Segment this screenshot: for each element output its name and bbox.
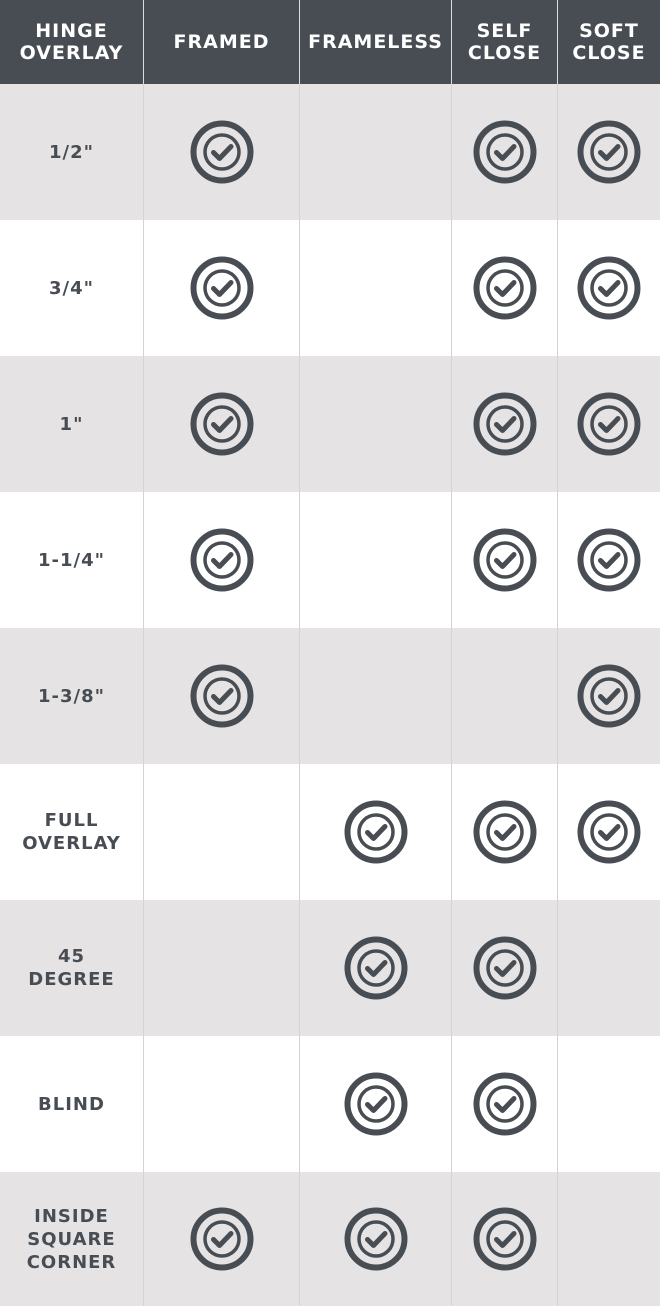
check-circle-icon — [343, 935, 409, 1001]
table-body — [0, 84, 660, 1306]
cell-frameless — [300, 628, 452, 764]
cell-framed — [144, 492, 300, 628]
cell-frameless — [300, 1172, 452, 1306]
row-label: 45 DEGREE — [0, 900, 144, 1036]
table-row — [0, 1172, 660, 1306]
cell-framed — [144, 1036, 300, 1172]
cell-self-close — [452, 84, 558, 220]
table-row — [0, 492, 660, 628]
cell-soft-close — [558, 356, 660, 492]
header-self-close: SELF CLOSE — [452, 0, 558, 84]
table-row — [0, 764, 660, 900]
check-circle-icon — [472, 391, 538, 457]
cell-self-close — [452, 220, 558, 356]
cell-soft-close — [558, 220, 660, 356]
header-frameless: FRAMELESS — [300, 0, 452, 84]
row-label: 1" — [0, 356, 144, 492]
cell-soft-close — [558, 1172, 660, 1306]
cell-soft-close — [558, 900, 660, 1036]
cell-self-close — [452, 764, 558, 900]
table-row — [0, 220, 660, 356]
check-circle-icon — [189, 1206, 255, 1272]
check-circle-icon — [472, 1071, 538, 1137]
cell-frameless — [300, 356, 452, 492]
table-row — [0, 84, 660, 220]
header-hinge-overlay: HINGE OVERLAY — [0, 0, 144, 84]
table-row — [0, 1036, 660, 1172]
row-label: 1/2" — [0, 84, 144, 220]
cell-soft-close — [558, 492, 660, 628]
cell-self-close — [452, 492, 558, 628]
check-circle-icon — [472, 935, 538, 1001]
cell-framed — [144, 356, 300, 492]
table-row — [0, 900, 660, 1036]
check-circle-icon — [189, 255, 255, 321]
check-circle-icon — [189, 663, 255, 729]
table-row — [0, 356, 660, 492]
check-circle-icon — [576, 119, 642, 185]
cell-self-close — [452, 1172, 558, 1306]
cell-frameless — [300, 764, 452, 900]
row-label: BLIND — [0, 1036, 144, 1172]
check-circle-icon — [576, 255, 642, 321]
cell-self-close — [452, 1036, 558, 1172]
check-circle-icon — [472, 799, 538, 865]
cell-self-close — [452, 900, 558, 1036]
cell-soft-close — [558, 628, 660, 764]
cell-frameless — [300, 900, 452, 1036]
table-header — [0, 0, 660, 84]
check-circle-icon — [576, 527, 642, 593]
cell-framed — [144, 900, 300, 1036]
cell-frameless — [300, 1036, 452, 1172]
table-row — [0, 628, 660, 764]
cell-soft-close — [558, 84, 660, 220]
cell-self-close — [452, 356, 558, 492]
check-circle-icon — [576, 663, 642, 729]
row-label: 3/4" — [0, 220, 144, 356]
cell-self-close — [452, 628, 558, 764]
cell-framed — [144, 1172, 300, 1306]
cell-frameless — [300, 492, 452, 628]
check-circle-icon — [343, 1071, 409, 1137]
check-circle-icon — [472, 527, 538, 593]
check-circle-icon — [472, 255, 538, 321]
cell-framed — [144, 220, 300, 356]
check-circle-icon — [189, 391, 255, 457]
cell-soft-close — [558, 1036, 660, 1172]
cell-soft-close — [558, 764, 660, 900]
check-circle-icon — [472, 119, 538, 185]
check-circle-icon — [472, 1206, 538, 1272]
cell-frameless — [300, 220, 452, 356]
cell-framed — [144, 84, 300, 220]
row-label: 1-1/4" — [0, 492, 144, 628]
check-circle-icon — [343, 1206, 409, 1272]
header-soft-close: SOFT CLOSE — [572, 20, 646, 64]
cell-framed — [144, 628, 300, 764]
header-framed: FRAMED — [144, 0, 300, 84]
row-label: FULL OVERLAY — [0, 764, 144, 900]
cell-frameless — [300, 84, 452, 220]
check-circle-icon — [576, 799, 642, 865]
check-circle-icon — [343, 799, 409, 865]
check-circle-icon — [576, 391, 642, 457]
check-circle-icon — [189, 119, 255, 185]
row-label: INSIDE SQUARE CORNER — [0, 1172, 144, 1306]
cell-framed — [144, 764, 300, 900]
row-label: 1-3/8" — [0, 628, 144, 764]
check-circle-icon — [189, 527, 255, 593]
